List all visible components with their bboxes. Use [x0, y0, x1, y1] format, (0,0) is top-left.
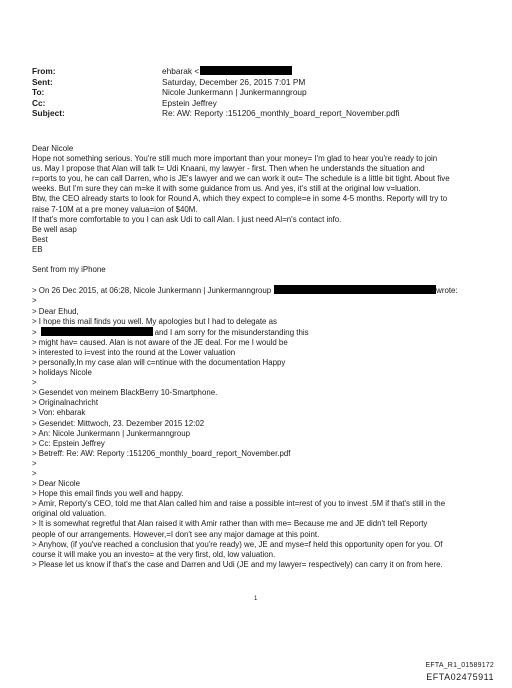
quote-line: > interested to i=vest into the round at the Lower valuation: [32, 347, 236, 357]
quote-line: >: [32, 378, 37, 388]
body-line: Sent from my iPhone: [32, 265, 106, 275]
to-label: To:: [32, 87, 45, 98]
subject-value: Re: AW: Reporty :151206_monthly_board_report_November.pdfi: [162, 108, 400, 119]
body-line: weeks. But I'm sure they can m=ke it with some guidance from us. And yes, it's still at the original low v=luation.: [32, 184, 421, 194]
email-body: [32, 144, 492, 570]
spacer: [32, 275, 492, 285]
quote-line: > Von: ehbarak: [32, 408, 86, 418]
quote-line: > Dear Nicole: [32, 479, 81, 489]
sent-label: Sent:: [32, 76, 53, 87]
quote-line: > might hav= caused. Alan is not aware of the JE deal. For me I would be: [32, 337, 288, 347]
cc-value: Epstein Jeffrey: [162, 97, 217, 108]
quote-line: > holidays Nicole: [32, 368, 92, 378]
body-line: us. May I propose that Alan will talk t= Udi Knaani, my lawyer - first. Then when he understands the situation and: [32, 164, 425, 174]
quote-line: > Anyhow, (if you've reached a conclusion that you're ready) we, JE and myse=f held this opportunity open for you. Of: [32, 539, 443, 549]
body-line: Be well asap: [32, 224, 77, 234]
to-value: Nicole Junkermann | Junkermanngroup: [162, 87, 307, 98]
body-line: r=ports to you, he can call Darren, who is JE's lawyer and we can work it out= The schedule is a little bit tight. About five: [32, 174, 450, 184]
subject-row: [32, 108, 400, 119]
body-line: Best: [32, 234, 48, 244]
body-line: Hope not something serious. You're still much more important than your money= I'm glad to hear you're ready to join: [32, 154, 438, 164]
spacer: [32, 255, 492, 265]
quote-line: > Dear Ehud,: [32, 306, 79, 316]
cc-row: [32, 98, 400, 109]
from-text: ehbarak <: [162, 66, 200, 76]
redaction-bar: [200, 66, 292, 75]
cc-label: Cc:: [32, 97, 46, 108]
bates-stamp-large: EFTA02475911: [426, 672, 494, 682]
quote-line: >: [32, 469, 37, 478]
page-number: 1: [254, 596, 258, 602]
quote-line: > An: Nicole Junkermann | Junkermanngroup: [32, 428, 190, 438]
quote-header-text: > On 26 Dec 2015, at 06:28, Nicole Junkermann | Junkermanngroup: [32, 286, 272, 296]
quote-line: > I hope this mail finds you well. My apologies but I had to delegate as: [32, 316, 277, 326]
quote-line: [32, 327, 492, 338]
from-label: From:: [32, 66, 56, 76]
quote-line: >: [32, 296, 37, 306]
quote-line: >: [32, 458, 37, 468]
body-line: Dear Nicole: [32, 144, 74, 153]
quote-prefix: >: [32, 327, 37, 337]
body-line: EB: [32, 244, 43, 254]
redaction-bar: [274, 285, 436, 294]
from-value: [162, 66, 292, 77]
quote-line: original old valuation.: [32, 509, 107, 519]
quote-line: people of our arrangements. However,=I don't see any major damage at this point.: [32, 529, 320, 539]
quote-line: > Please let us know if that's the case and Darren and Udi (JE and my lawyer= respectively) can carry it on from here.: [32, 559, 443, 569]
quote-line: > personally,In my case alan will c=ntinue with the documentation Happy: [32, 357, 286, 367]
bates-stamp-small: EFTA_R1_01589172: [425, 662, 494, 669]
quote-line: [32, 285, 492, 296]
quote-line: > It is somewhat regretful that Alan raised it with Amir rather than with me= Because me and JE didn't tell Reporty: [32, 519, 428, 529]
subject-label: Subject:: [32, 108, 65, 119]
sent-value: Saturday, December 26, 2015 7:01 PM: [162, 76, 306, 87]
body-line: raise 7-10M at a pre money valua=ion of $40M.: [32, 204, 198, 214]
quote-header-suffix: wrote:: [436, 286, 458, 296]
quote-line: > Gesendet: Mittwoch, 23. Dezember 2015 12:02: [32, 418, 205, 428]
quote-text: and I am sorry for the misunderstanding this: [154, 327, 309, 337]
from-row: [32, 66, 400, 77]
quote-line: > Cc: Epstein Jeffrey: [32, 438, 105, 448]
to-row: [32, 87, 400, 98]
quote-line: course it will make you an investo= at the very first, old, low valuation.: [32, 549, 276, 559]
email-header: [32, 66, 400, 119]
body-line: If that's more comfortable to you I can ask Udi to call Alan. I just need Al=n's contact info.: [32, 214, 342, 224]
quote-line: > Gesendet von meinem BlackBerry 10-Smartphone.: [32, 388, 218, 398]
redaction-bar: [41, 327, 153, 336]
quote-line: > Betreff: Re: AW: Reporty :151206_monthly_board_report_November.pdf: [32, 448, 291, 458]
body-line: Btw, the CEO already starts to look for Round A, which they expect to comple=e in some 4-5 months. Reporty will try to: [32, 194, 448, 204]
quote-line: > Amir, Reporty's CEO, told me that Alan called him and raise a possible int=rest of you to invest .5M if that's still in the: [32, 499, 446, 509]
sent-row: [32, 77, 400, 88]
quote-line: > Originalnachricht: [32, 398, 99, 408]
quote-line: > Hope this email finds you well and happy.: [32, 489, 184, 499]
